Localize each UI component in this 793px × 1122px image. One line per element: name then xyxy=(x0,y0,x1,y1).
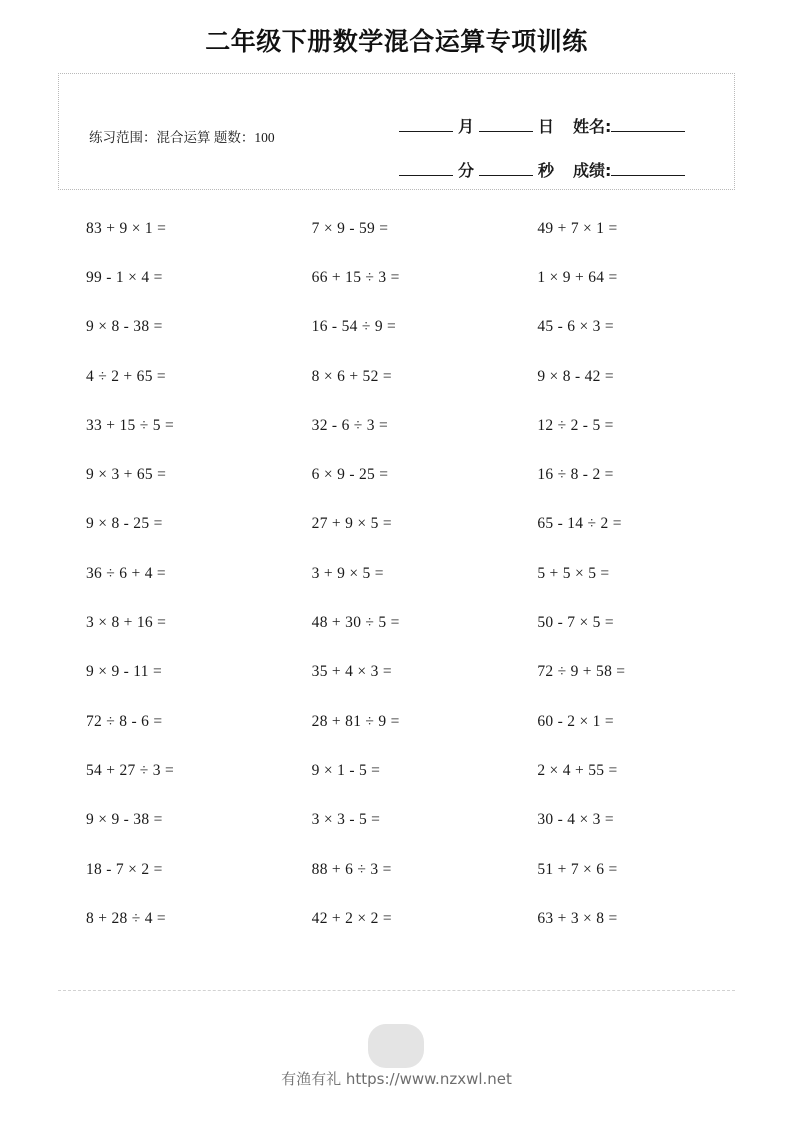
problem-item: 27 + 9 × 5 = xyxy=(311,515,392,533)
problem-item: 3 × 8 + 16 = xyxy=(86,614,167,632)
problem-item: 36 ÷ 6 + 4 = xyxy=(86,564,166,582)
problem-item: 9 × 8 - 42 = xyxy=(537,367,614,385)
problem-item: 72 ÷ 9 + 58 = xyxy=(537,663,626,681)
problem-item: 4 ÷ 2 + 65 = xyxy=(86,367,166,385)
problem-item: 32 - 6 ÷ 3 = xyxy=(311,416,389,434)
site-logo-icon xyxy=(368,1024,424,1068)
problem-item: 45 - 6 × 3 = xyxy=(537,318,614,336)
month-blank[interactable] xyxy=(399,130,453,132)
problem-item: 9 × 3 + 65 = xyxy=(86,466,167,484)
score-blank[interactable] xyxy=(611,174,685,176)
name-label: 姓名: xyxy=(573,117,612,136)
problem-item: 1 × 9 + 64 = xyxy=(537,268,618,286)
problem-item: 9 × 8 - 38 = xyxy=(86,318,163,336)
score-label: 成绩: xyxy=(573,161,612,180)
problem-item: 49 + 7 × 1 = xyxy=(537,219,618,237)
worksheet-info-box xyxy=(58,73,735,190)
problem-item: 65 - 14 ÷ 2 = xyxy=(537,515,622,533)
problem-item: 83 + 9 × 1 = xyxy=(86,219,167,237)
problem-item: 42 + 2 × 2 = xyxy=(311,909,392,927)
problem-item: 54 + 27 ÷ 3 = xyxy=(86,761,175,779)
problem-item: 50 - 7 × 5 = xyxy=(537,614,614,632)
problem-item: 3 × 3 - 5 = xyxy=(311,811,381,829)
footer-watermark: 有渔有礼 https://www.nzxwl.net xyxy=(281,1070,512,1088)
day-blank[interactable] xyxy=(479,130,533,132)
second-unit-label: 秒 xyxy=(538,161,555,180)
problem-item: 33 + 15 ÷ 5 = xyxy=(86,416,175,434)
problem-item: 28 + 81 ÷ 9 = xyxy=(311,712,400,730)
footer-divider xyxy=(58,990,735,991)
problem-item: 3 + 9 × 5 = xyxy=(311,564,384,582)
problem-item: 48 + 30 ÷ 5 = xyxy=(311,614,400,632)
problem-item: 8 + 28 ÷ 4 = xyxy=(86,909,166,927)
problem-item: 72 ÷ 8 - 6 = xyxy=(86,712,163,730)
minute-unit-label: 分 xyxy=(458,161,475,180)
problem-item: 9 × 9 - 38 = xyxy=(86,811,163,829)
info-fields xyxy=(399,88,719,180)
problem-item: 66 + 15 ÷ 3 = xyxy=(311,268,400,286)
problem-item: 6 × 9 - 25 = xyxy=(311,466,389,484)
problem-item: 8 × 6 + 52 = xyxy=(311,367,392,385)
problem-item: 16 ÷ 8 - 2 = xyxy=(537,466,614,484)
problem-item: 9 × 8 - 25 = xyxy=(86,515,163,533)
problem-item: 12 ÷ 2 - 5 = xyxy=(537,416,614,434)
problem-item: 60 - 2 × 1 = xyxy=(537,712,614,730)
problem-item: 9 × 1 - 5 = xyxy=(311,761,381,779)
month-unit-label: 月 xyxy=(458,117,475,136)
problem-item: 99 - 1 × 4 = xyxy=(86,268,163,286)
problem-item: 35 + 4 × 3 = xyxy=(311,663,392,681)
problem-grid xyxy=(58,204,735,943)
time-line xyxy=(399,132,719,180)
minute-blank[interactable] xyxy=(399,174,453,176)
problem-item: 18 - 7 × 2 = xyxy=(86,860,163,878)
problem-item: 51 + 7 × 6 = xyxy=(537,860,618,878)
second-blank[interactable] xyxy=(479,174,533,176)
date-line xyxy=(399,88,719,136)
page-title: 二年级下册数学混合运算专项训练 xyxy=(205,27,588,56)
problem-item: 9 × 9 - 11 = xyxy=(86,663,163,681)
problem-item: 16 - 54 ÷ 9 = xyxy=(311,318,397,336)
name-blank[interactable] xyxy=(611,130,685,132)
problem-item: 5 + 5 × 5 = xyxy=(537,564,610,582)
practice-range-label: 练习范围：混合运算 题数：100 xyxy=(89,130,275,145)
problem-item: 7 × 9 - 59 = xyxy=(311,219,389,237)
problem-item: 63 + 3 × 8 = xyxy=(537,909,618,927)
problem-item: 2 × 4 + 55 = xyxy=(537,761,618,779)
problem-item: 30 - 4 × 3 = xyxy=(537,811,614,829)
problem-item: 88 + 6 ÷ 3 = xyxy=(311,860,392,878)
day-unit-label: 日 xyxy=(538,117,555,136)
